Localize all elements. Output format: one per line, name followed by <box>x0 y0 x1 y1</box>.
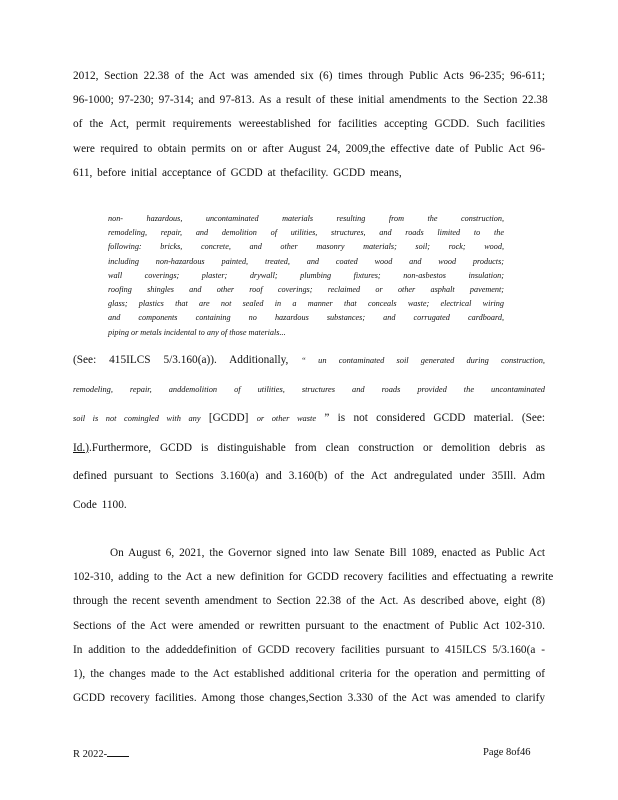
block-quote-gcdd-definition <box>108 212 504 340</box>
text-line: 96-1000; 97-230; 97-314; and 97-813. As a result of these initial amendments to the Section 22.38 <box>73 94 548 107</box>
text-line: through the recent seventh amendment to Section 22.38 of the Act. As described above, eight (8) <box>73 595 545 608</box>
text-line: 102-310, adding to the Act a new definition for GCDD recovery facilities and effectuating a rewrite <box>73 571 554 584</box>
blank-line <box>107 747 129 757</box>
quote-line: non- hazardous, uncontaminated materials resulting from the construction, <box>108 214 504 223</box>
quote-line: remodeling, repair, and demolition of utilities, structures, and roads limited to the <box>108 228 504 238</box>
footer-docket <box>73 747 129 760</box>
text-line: 2012, Section 22.38 of the Act was amended six (6) times through Public Acts 96-235; 96-611; <box>73 70 545 82</box>
text-line: On August 6, 2021, the Governor signed into law Senate Bill 1089, enacted as Public Act <box>110 547 545 559</box>
text-line: GCDD recovery facilities. Among those changes,Section 3.330 of the Act was amended to clarify <box>73 692 545 705</box>
text-run: .Furthermore, GCDD is distinguishable from clean construction or demolition debris as <box>89 441 545 454</box>
quoted-text: soil is not comingled with any <box>73 414 201 424</box>
quote-line: and components containing no hazardous substances; and corrugated cardboard, <box>108 313 504 323</box>
quote-line: wall coverings; plaster; drywall; plumbing fixtures; non-asbestos insulation; <box>108 270 504 280</box>
text-line: of the Act, permit requirements wereestablished for facilities accepting GCDD. Such facilities <box>73 118 545 131</box>
text-line <box>73 434 545 463</box>
text-run: (See: 415ILCS 5/3.160(a)). Additionally, <box>73 354 289 366</box>
text-line: 611, before initial acceptance of GCDD at thefacility. GCDD means, <box>73 166 402 179</box>
quote-line: piping or metals incidental to any of those materials... <box>108 327 286 337</box>
text-run: ” is not considered GCDD material. (See: <box>324 412 546 425</box>
quote-line: including non-hazardous painted, treated, and coated wood and wood products; <box>108 256 504 266</box>
quoted-text: or other waste <box>256 414 317 424</box>
text-line: Sections of the Act were amended or rewritten pursuant to the enactment of Public Act 102-310. <box>73 619 545 632</box>
quote-line: glass; plastics that are not sealed in a manner that conceals waste; electrical wiring <box>108 299 504 309</box>
text-line: were required to obtain permits on or after August 24, 2009,the effective date of Public Act 96- <box>73 142 545 155</box>
citation-id: Id.) <box>73 441 89 454</box>
text-line: Code 1100. <box>73 498 127 511</box>
quote-line: following: bricks, concrete, and other masonry materials; soil; rock; wood, <box>108 242 504 252</box>
text-line <box>73 404 545 434</box>
paragraph-2 <box>73 346 545 520</box>
text-line: remodeling, repair, anddemolition of utilities, structures and roads provided the uncontaminated <box>73 384 545 394</box>
text-line <box>73 346 545 376</box>
paragraph-1 <box>73 64 548 185</box>
quoted-text: “ un contaminated soil generated during construction, <box>301 356 546 365</box>
text-line: defined pursuant to Sections 3.160(a) and 3.160(b) of the Act andregulated under 35Ill. Adm <box>73 470 545 483</box>
footer-page-number: Page 8of46 <box>483 747 531 758</box>
docket-number: R 2022- <box>73 749 108 760</box>
text-line: In addition to the addeddefinition of GCDD recovery facilities pursuant to 415ILCS 5/3.160(a - <box>73 643 545 656</box>
text-line: 1), the changes made to the Act established additional criteria for the operation and permitting of <box>73 668 545 681</box>
text-run: [GCDD] <box>208 412 249 425</box>
quote-line: roofing shingles and other roof coverings; reclaimed or other asphalt pavement; <box>108 285 504 295</box>
paragraph-3 <box>73 541 554 710</box>
